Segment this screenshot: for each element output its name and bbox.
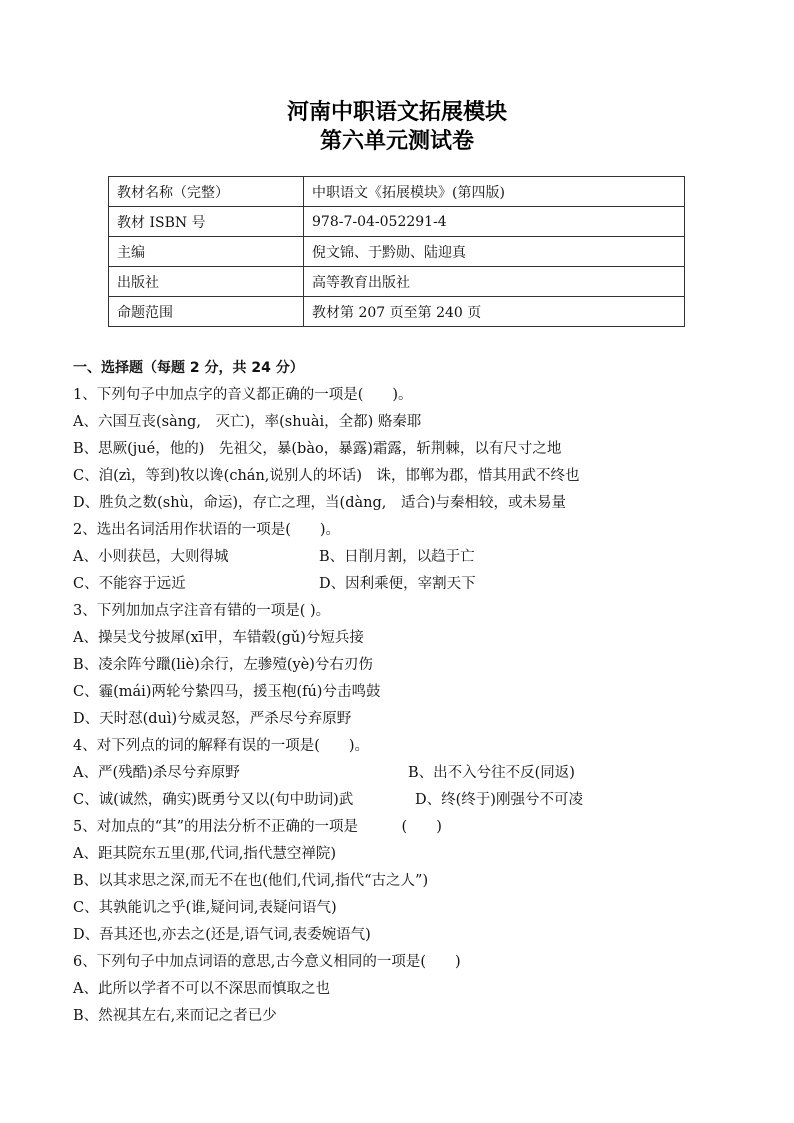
exam-title-line1: 河南中职语文拓展模块 [286,100,507,125]
info-key: 教材 ISBN 号 [109,207,304,237]
table-row [109,177,685,207]
exam-title-line2: 第六单元测试卷 [319,129,474,154]
option-b: B、然视其左右,来而记之者已少 [73,1008,277,1024]
option-d: D、因利乘便，宰割天下 [319,576,476,592]
question-stem: 4、对下列点的词的解释有误的一项是( )。 [73,738,370,754]
option-b: B、日削月割，以趋于亡 [319,549,475,565]
option-d: D、天时怼(duì)兮威灵怒，严杀尽兮弃原野 [73,711,352,727]
option-row [73,571,753,598]
table-row [109,237,685,267]
option-d: D、胜负之数(shù，命运)，存亡之理，当(dàng, 适合)与秦相较，或未易量 [73,495,567,511]
option-d: D、终(终于)刚强兮不可凌 [415,792,583,808]
info-value: 978-7-04-052291-4 [304,207,685,237]
option-a: A、操吴戈兮披犀(xī甲，车错毂(gǔ)兮短兵接 [73,630,364,646]
table-row [109,207,685,237]
option-a: A、小则获邑，大则得城 [73,549,229,565]
option-b: B、以其求思之深,而无不在也(他们,代词,指代“古之人”) [73,873,429,889]
option-b: B、出不入兮往不反(同返) [408,765,575,781]
option-a: A、距其院东五里(那,代词,指代慧空禅院) [73,846,337,862]
info-value: 教材第 207 页至第 240 页 [304,297,685,327]
option-a: A、六国互丧(sàng, 灭亡)，率(shuài，全都) 赂秦耶 [73,414,422,430]
question-stem: 6、下列句子中加点词语的意思,古今意义相同的一项是( ) [73,954,461,970]
option-row [73,787,753,814]
info-value: 倪文锦、于黔勋、陆迎真 [304,237,685,267]
option-b: B、凌余阵兮躐(liè)余行，左骖殪(yè)兮右刃伤 [73,657,373,673]
textbook-info-table [108,176,685,327]
option-row [73,760,753,787]
option-c: C、其孰能讥之乎(谁,疑问词,表疑问语气) [73,900,337,916]
question-stem: 1、下列句子中加点字的音义都正确的一项是( )。 [73,387,413,403]
option-c: C、诚(诚然，确实)既勇兮又以(句中助词)武 [73,792,354,808]
option-c: C、洎(zì，等到)牧以谗(chán,说别人的坏话) 诛，邯郸为郡，惜其用武不终也 [73,468,580,484]
option-d: D、吾其还也,亦去之(还是,语气词,表委婉语气) [73,927,371,943]
question-section [73,355,753,1030]
table-row [109,267,685,297]
table-row [109,297,685,327]
question-stem: 2、选出名词活用作状语的一项是( )。 [73,522,341,538]
option-c: C、不能容于远近 [73,576,186,592]
section-heading: 一、选择题（每题 2 分，共 24 分） [73,360,304,376]
info-value: 高等教育出版社 [304,267,685,297]
option-a: A、此所以学者不可以不深思而慎取之也 [73,981,330,997]
question-stem: 3、下列加加点字注音有错的一项是( )。 [73,603,331,619]
option-c: C、霾(mái)两轮兮絷四马，援玉枹(fú)兮击鸣鼓 [73,684,381,700]
info-key: 主编 [109,237,304,267]
info-key: 教材名称（完整） [109,177,304,207]
info-key: 出版社 [109,267,304,297]
question-stem: 5、对加点的“其”的用法分析不正确的一项是 ( ) [73,819,442,835]
option-b: B、思厥(jué，他的) 先祖父，暴(bào，暴露)霜露，斩荆棘，以有尺寸之地 [73,441,562,457]
info-value: 中职语文《拓展模块》(第四版) [304,177,685,207]
info-key: 命题范围 [109,297,304,327]
option-row [73,544,753,571]
option-a: A、严(残酷)杀尽兮弃原野 [73,765,240,781]
